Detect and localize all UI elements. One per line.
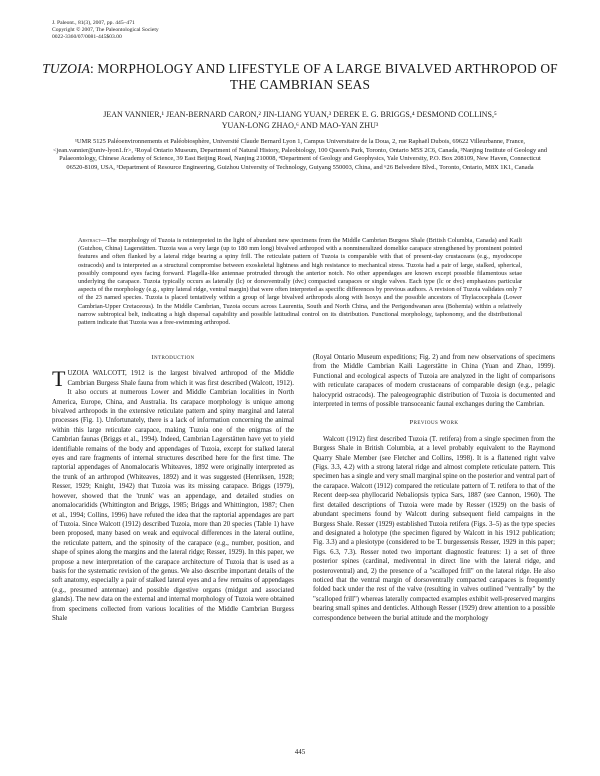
author-line-1: JEAN VANNIER,¹ JEAN-BERNARD CARON,² JIN-LIANG YUAN,³ DEREK E. G. BRIGGS,⁴ DESMOND COLLINS,⁵ — [103, 110, 497, 119]
section-heading-previous-work: Previous Work — [409, 419, 459, 427]
abstract-text: —The morphology of Tuzoia is reinterpreted in the light of abundant new specimens from the Middle Cambrian Burgess Shale (British Columbia, Canada) and Kaili (Guizhou, China) Lagerstätten. Tuzoia was a very large (up to 180 mm long) bivalved arthropod with a nonmineralized domelike carapace strengthened by prominent pointed features and often flanked by a lateral ridge bearing a spiny frill. The reticulate pattern of Tuzoia is comparable with that of present-day crustaceans (e.g., myodocope ostracods) and is interpreted as a structural compromise between exoskeletal lightness and high resistance to mechanical stress. Tuzoia had a pair of large, stalked, spherical, possibly compound eyes facing forward. Flagella-like antennae protruded through the anterior notch. No other appendages are known except possible filamentous setae underlying the carapace. Tuzoia typically occurs as laterally (lc) or dorsoventrally (dvc) compacted carapaces or single valves. Each type (lc or dvc) emphasizes particular aspects of the morphology (e.g., spiny lateral ridge, ventral margin) that were often interpreted as specific differences by previous authors. A revision of Tuzoia validates only 7 of the 23 named species. Tuzoia is placed tentatively within a group of large bivalved arthropods along with Isoxys and the possible ancestors of Thylacocephala (Lower Cambrian-Upper Cretaceous). In the Middle Cambrian, Tuzoia occurs across Laurentia, South and North China, and the Perigondwanan area (Bohemia) within a relatively narrow subtropical belt, indicating a high dispersal capability and possible latitudinal control on its distribution. Functional morphology, taphonomy, and the distributional pattern indicate that Tuzoia was a free-swimming arthropod. — [78, 237, 522, 327]
drop-cap: T — [52, 366, 66, 392]
abstract-label: Abstract — [78, 237, 101, 244]
article-title — [40, 61, 560, 93]
title-genus: TUZOIA — [42, 61, 91, 76]
title-rest: : MORPHOLOGY AND LIFESTYLE OF A LARGE BIVALVED ARTHROPOD OF THE CAMBRIAN SEAS — [90, 61, 558, 92]
right-column — [313, 353, 555, 623]
intro-continuation: (Royal Ontario Museum expeditions; Fig. 2) and from new observations of specimens from the Middle Cambrian Kaili Lagerstätte in China (Yuan and Zhao, 1999). Functional and ecological aspects of Tuzoia are analyzed in the light of comparisons with reticulate carapaces of modern crustaceans of comparable design (e.g., pelagic halocyprid ostracods). The paleogeographic distribution of Tuzoia is documented and interpreted in terms of possible transoceanic faunal exchanges during the Cambrian. — [313, 354, 555, 409]
left-column — [52, 353, 294, 623]
issn-line: 0022-3360/07/0081-445$03.00 — [52, 34, 122, 40]
intro-paragraph — [52, 366, 294, 623]
citation-line: J. Paleont., 81(3), 2007, pp. 445–471 — [52, 20, 135, 26]
section-heading-introduction: Introduction — [151, 354, 195, 361]
affiliations: ¹UMR 5125 Paléoenvironnements et Paléobiosphère, Université Claude Bernard Lyon 1, Campus Universitaire de la Doua, 2, rue Raphaël Dubois, 69622 Villeurbanne, France, <jean.vannier@univ-lyon1.fr>, ²Royal Ontario Museum, Department of Natural History, Paleobiology, 100 Queen's Park, Toronto, Ontario M5S 2C6, Canada, ³Nanjing Institute of Geology and Palaeontology, Chinese Academy of Science, 39 East Beijing Road, Nanjing 210008, ⁴Department of Geology and Geophysics, Yale University, P.O. Box 208109, New Haven, Connecticut 06520-8109, USA, ⁵Department of Resource Engineering, Guizhou University of Technology, Guiyang 550003, China, and ⁶26 Belvedere Blvd., Toronto, Ontario, M8X 1K1, Canada — [53, 138, 547, 171]
author-line-2: YUAN-LONG ZHAO,⁶ AND MAO-YAN ZHU³ — [221, 120, 379, 130]
author-list — [40, 110, 560, 131]
intro-paragraph-text: UZOIA WALCOTT, 1912 is the largest bivalved arthropod of the Middle Cambrian Burgess Shale fauna from which it was first described (Walcott, 1912). It also occurs at numerous Lower and Middle Cambrian localities in North America, Europe, China, and Australia. Its carapace morphology is unique among bivalved arthropods in the extensive reticulate pattern and spiny marginal and lateral processes (Fig. 1). Unfortunately, there is a lack of information concerning the animal within this large reticulate carapace, making Tuzoia one of the enigmas of the Cambrian faunas (Briggs et al., 1994). Indeed, Cambrian Lagerstätten have yet to yield identifiable remains of the body and appendages of Tuzoia, except for stalked lateral eyes and rare fragments of internal structures described here for the first time. The raptorial appendages of Anomalocaris Whiteaves, 1892 were originally interpreted as the trunk of an arthropod (Whiteaves, 1892) and it was suggested (Henriksen, 1928; Resser, 1929; Knight, 1942) that Tuzoia was its missing carapace. Briggs (1979), however, showed that the 'trunk' was an appendage, and detailed studies on anomalocaridids (Whittington and Briggs, 1985; Briggs and Whittington, 1987; Chen et al., 1994; Collins, 1996) have refuted the idea that the raptorial appendages are part of Tuzoia. Since Walcott (1912) described Tuzoia, more than 20 species (Table 1) have been proposed, many based on weak and equivocal differences in the lateral outline, the reticulate pattern, and the spinosity of the carapace (e.g., number, position, and shape of spines along the margins and the lateral ridge; Resser, 1929). In this paper, we propose a new interpretation of the carapace architecture of Tuzoia that is used as a basis for the systematic revision of the genus. We also describe important details of the soft anatomy, especially a pair of stalked lateral eyes and a few remains of appendages (e.g., presumed antennae) and possible digestive organs (midgut and associated glands). The new data on the external and internal morphology of Tuzoia were obtained from specimens collected from various localities of the Middle Cambrian Burgess Shale — [52, 370, 294, 622]
copyright-line: Copyright © 2007, The Paleontological Society — [52, 27, 159, 33]
page-number: 445 — [294, 748, 306, 756]
journal-citation — [52, 20, 159, 41]
abstract — [78, 237, 522, 327]
previous-work-paragraph: Walcott (1912) first described Tuzoia (T. retifera) from a single specimen from the Burgess Shale in British Columbia, at a level probably equivalent to the Raymond Quarry Shale Member (see Fletcher and Collins, 1998). It is a flattened right valve (Figs. 3.3, 4.2) with a strong lateral ridge and almost complete reticulate pattern. This specimen has a single and very small marginal spine on the posterior and ventral part of the carapace. Walcott (1912) compared the reticulate pattern of T. retifera to that of the Recent deep-sea phyllocarid Nebaliopsis typica Sars, 1887 (see Cannon, 1960). The first detailed descriptions of Tuzoia were made by Resser (1929) on the basis of abundant specimens found by Walcott during subsequent field campaigns in the Burgess Shale. Resser (1929) established Tuzoia retifera (Figs. 3–5) as the type species and designated a holotype (the specimen figured by Walcott in his 1912 publication; Fig. 3.3) and a plesiotype (considered to be T. burgessensis Resser, 1929 in this paper; Figs. 6.3, 7.3). Resser noted two important diagnostic features: 1) a set of three posterior spines (cardinal, mediventral in direct line with the lateral ridge, and posteroventral) and, 2) the presence of a "scalloped frill" on the lateral ridge. He also noticed that the ventral margin of dorsoventrally compacted carapaces is frequently folded back under the rest of the valve (resulting in valves outlined "ventrally" by the "scalloped frill") whereas laterally compacted examples exhibit well-preserved margins bearing small spines and denticles. Although Resser (1929) drew attention to a possible correspondence between the burial attitude and the morphology — [313, 435, 555, 622]
